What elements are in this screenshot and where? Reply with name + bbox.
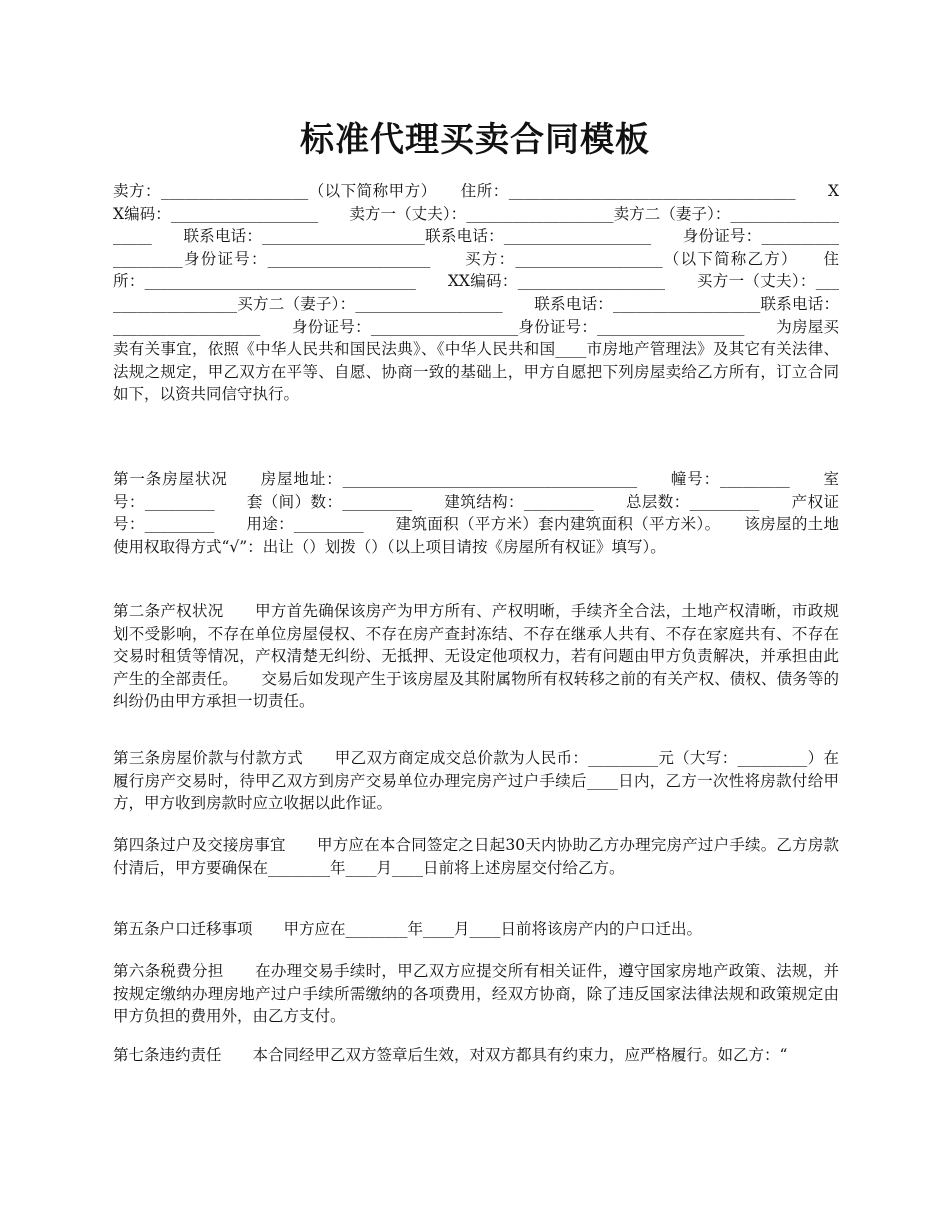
- article-5-household-registration: 第五条户口迁移事项 甲方应在________年____月____日前将该房产内的户口迁出。: [113, 920, 703, 938]
- article-3-price-and-payment: 第三条房屋价款与付款方式 甲乙双方商定成交总价款为人民币：_________元（大写：_________）在履行房产交易时，待甲乙双方到房产交易单位办理完房产过户手续后____日内，乙方一次性将房款付给甲方，甲方收到房款时应立收据以此作证。: [113, 749, 839, 813]
- article-6-tax-and-fees: 第六条税费分担 在办理交易手续时，甲乙双方应提交所有相关证件，遵守国家房地产政策、法规，并按规定缴纳办理房地产过户手续所需缴纳的各项费用，经双方协商，除了违反国家法律法规和政策规定由甲方负担的费用外，由乙方支付。: [113, 962, 839, 1026]
- article-7-liability-for-breach: 第七条违约责任 本合同经甲乙双方签章后生效，对双方都具有约束力，应严格履行。如乙方：“: [113, 1046, 788, 1064]
- article-2-ownership-status: 第二条产权状况 甲方首先确保该房产为甲方所有、产权明晰，手续齐全合法，土地产权清晰，市政规划不受影响，不存在单位房屋侵权、不存在房产查封冻结、不存在继承人共有、不存在家庭共有、不存在交易时租赁等情况，产权清楚无纠纷、无抵押、无设定他项权力，若有问题由甲方负责解决，并承担由此产生的全部责任。 交易后如发现产生于该房屋及其附属物所有权转移之前的有关产权、债权、债务等的纠纷仍由甲方承担一切责任。: [113, 602, 839, 711]
- parties-paragraph: 卖方：___________________（以下简称甲方） 住所：_____________________________________ XX编码：___________________ 卖方一（丈夫）：___________________卖方二（妻子）：___________________ 联系电话：_____________________联系电话：___________________ 身份证号：___________________身份证号：_____________________ 买方：___________________（以下简称乙方） 住所：___________________________________ XX编码：___________________ 买方一（丈夫）：___________________买方二（妻子）：___________________ 联系电话：___________________联系电话：___________________ 身份证号：___________________身份证号：___________________ 为房屋买卖有关事宜，依照《中华人民共和国民法典》、《中华人民共和国____市房地产管理法》及其它有关法律、法规之规定，甲乙双方在平等、自愿、协商一致的基础上，甲方自愿把下列房屋卖给乙方所有，订立合同如下，以资共同信守执行。: [113, 182, 839, 404]
- document-title: 标准代理买卖合同模板: [300, 120, 650, 160]
- article-1-property-status: 第一条房屋状况 房屋地址：______________________________________ 幢号：_________ 室号：_________ 套（间）数：_________ 建筑结构：_________ 总层数：_________ 产权证号：_________ 用途：_________ 建筑面积（平方米）套内建筑面积（平方米）。 该房屋的土地使用权取得方式“√”：出让（）划拨（）（以上项目请按《房屋所有权证》填写）。: [113, 470, 839, 556]
- article-4-transfer-and-handover: 第四条过户及交接房事宜 甲方应在本合同签定之日起30天内协助乙方办理完房产过户手续。乙方房款付清后，甲方要确保在________年____月____日前将上述房屋交付给乙方。: [113, 836, 839, 877]
